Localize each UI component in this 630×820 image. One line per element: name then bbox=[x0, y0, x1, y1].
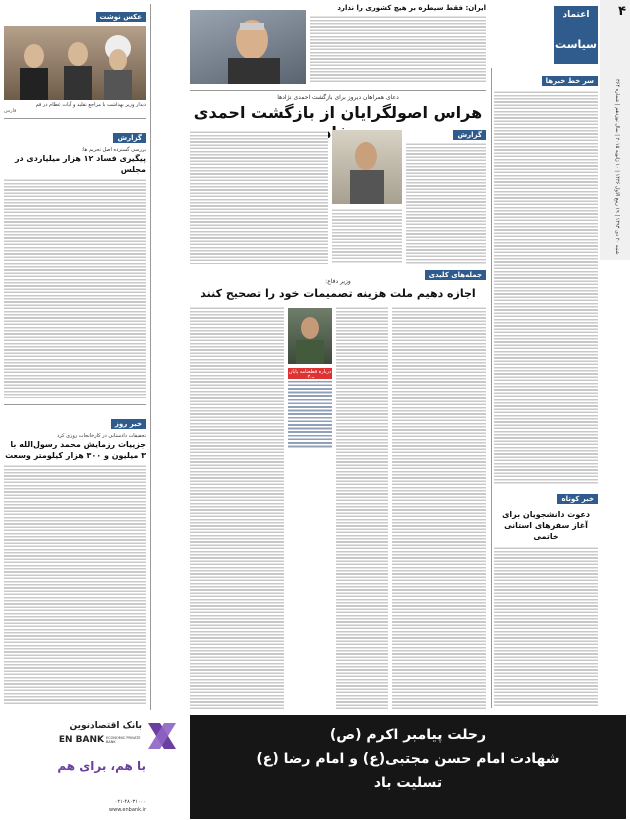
bank-slogan: با هم، برای هم bbox=[57, 759, 146, 773]
ahmadinejad-photo bbox=[332, 130, 402, 204]
bank-name-en: EN BANK bbox=[58, 735, 104, 745]
middle-story bbox=[190, 270, 486, 710]
top-body-mid bbox=[332, 208, 402, 264]
short-news-label: خبر کوتاه bbox=[557, 494, 598, 504]
middle-body-right bbox=[392, 306, 486, 710]
left-rule-2 bbox=[4, 404, 146, 405]
left-report-label: گزارش bbox=[113, 133, 146, 143]
top-kicker: ایران: فقط سیطره بر هیچ کشوری را ندارد bbox=[337, 4, 486, 12]
top-report-label: گزارش bbox=[453, 130, 486, 140]
bank-logo-icon bbox=[146, 721, 178, 751]
masthead bbox=[600, 0, 630, 260]
newspaper-logo: اعتماد bbox=[562, 10, 590, 20]
ad-line-2: شهادت امام حسن مجتبی(ع) و امام رضا (ع) bbox=[256, 751, 560, 767]
top-teaser-text bbox=[310, 15, 486, 83]
daily-news-body bbox=[4, 464, 146, 704]
bank-name-en-sub: ECONOMIC PRIVATE BANK bbox=[106, 736, 141, 744]
left-rule bbox=[4, 118, 146, 119]
news-body-text bbox=[494, 90, 598, 490]
left-report-body bbox=[4, 178, 146, 398]
left-column-divider bbox=[150, 4, 151, 710]
section-title: سیاست bbox=[555, 38, 597, 51]
daily-news-label: خبر روز bbox=[111, 419, 146, 429]
middle-kicker: وزیر دفاع: bbox=[325, 278, 351, 285]
middle-body-left bbox=[190, 306, 284, 710]
top-rule bbox=[190, 90, 486, 91]
bank-website: www.enbank.ir bbox=[109, 807, 146, 813]
daily-news-headline: جزییات رزمایش محمد رسول‌الله با ۳ میلیون و ۳۰۰ هزار کیلومتر وسعت bbox=[5, 440, 146, 460]
bank-advertisement bbox=[0, 712, 630, 820]
photo-credit: فارس bbox=[4, 108, 17, 114]
page-number: ۴ bbox=[618, 4, 626, 19]
left-column bbox=[4, 4, 146, 710]
photo-caption: دیدار وزیر بهداشت با مراجع تقلید و آیات عظام در قم bbox=[35, 102, 146, 108]
quote-box-text bbox=[288, 378, 332, 448]
section-banner bbox=[554, 6, 598, 64]
short-news-headline: دعوت دانشجویان برای آغاز سفرهای استانی خاتمی bbox=[502, 510, 590, 541]
left-report-headline: پیگیری فساد ۱۲ هزار میلیاردی در مجلس bbox=[14, 154, 146, 174]
daily-news-kicker: تحقیقات دادستانی در کارخانجات روزی کرد bbox=[57, 433, 146, 439]
top-body-left bbox=[190, 130, 328, 264]
top-headline: هراس اصولگرایان از بازگشت احمدی bbox=[193, 103, 483, 122]
short-news-box bbox=[494, 486, 598, 708]
column-divider bbox=[491, 68, 492, 708]
right-news-column bbox=[494, 68, 598, 480]
quote-box-label: درباره قطعنامه پایان bbox=[288, 368, 332, 382]
masthead-date: شنبه ۲۰ دی ۱۳۹۳ | ۱۹ ربیع الاول ۱۴۳۶ | ۱۰ ژانویه ۲۰۱۵ | سال نوزدهم | شماره ۳۶۴ bbox=[614, 79, 620, 255]
official-portrait-photo bbox=[190, 10, 306, 84]
condolence-panel bbox=[190, 715, 626, 819]
ad-line-3: تسلیت باد bbox=[373, 775, 443, 791]
defense-minister-photo bbox=[288, 308, 332, 364]
middle-headline: اجازه دهیم ملت هزینه تصمیمات خود را تصحیح کنند bbox=[200, 287, 476, 300]
clerics-meeting-photo bbox=[4, 26, 146, 100]
bank-name-fa: بانک اقتصادنوین bbox=[69, 721, 142, 731]
key-quotes-label: جمله‌های کلیدی bbox=[425, 270, 486, 280]
middle-body-center bbox=[336, 306, 388, 710]
short-news-body bbox=[494, 546, 598, 706]
photo-note-label: عکس نوشت bbox=[96, 12, 147, 22]
top-byline: دعای همراهان دیروز برای بازگشت احمدی نژادها bbox=[277, 94, 399, 101]
bank-panel bbox=[4, 715, 186, 819]
news-section-label: سر خط خبرها bbox=[542, 76, 598, 86]
bank-phone: ۰۲۱-۴۸۰۳۱۰۰۰ bbox=[114, 799, 146, 805]
top-body-right bbox=[406, 142, 486, 264]
top-story bbox=[190, 4, 486, 264]
left-report-kicker: بررسی گسترده اصل تحریم ها: bbox=[81, 147, 146, 153]
ad-line-1: رحلت پیامبر اکرم (ص) bbox=[329, 727, 487, 743]
